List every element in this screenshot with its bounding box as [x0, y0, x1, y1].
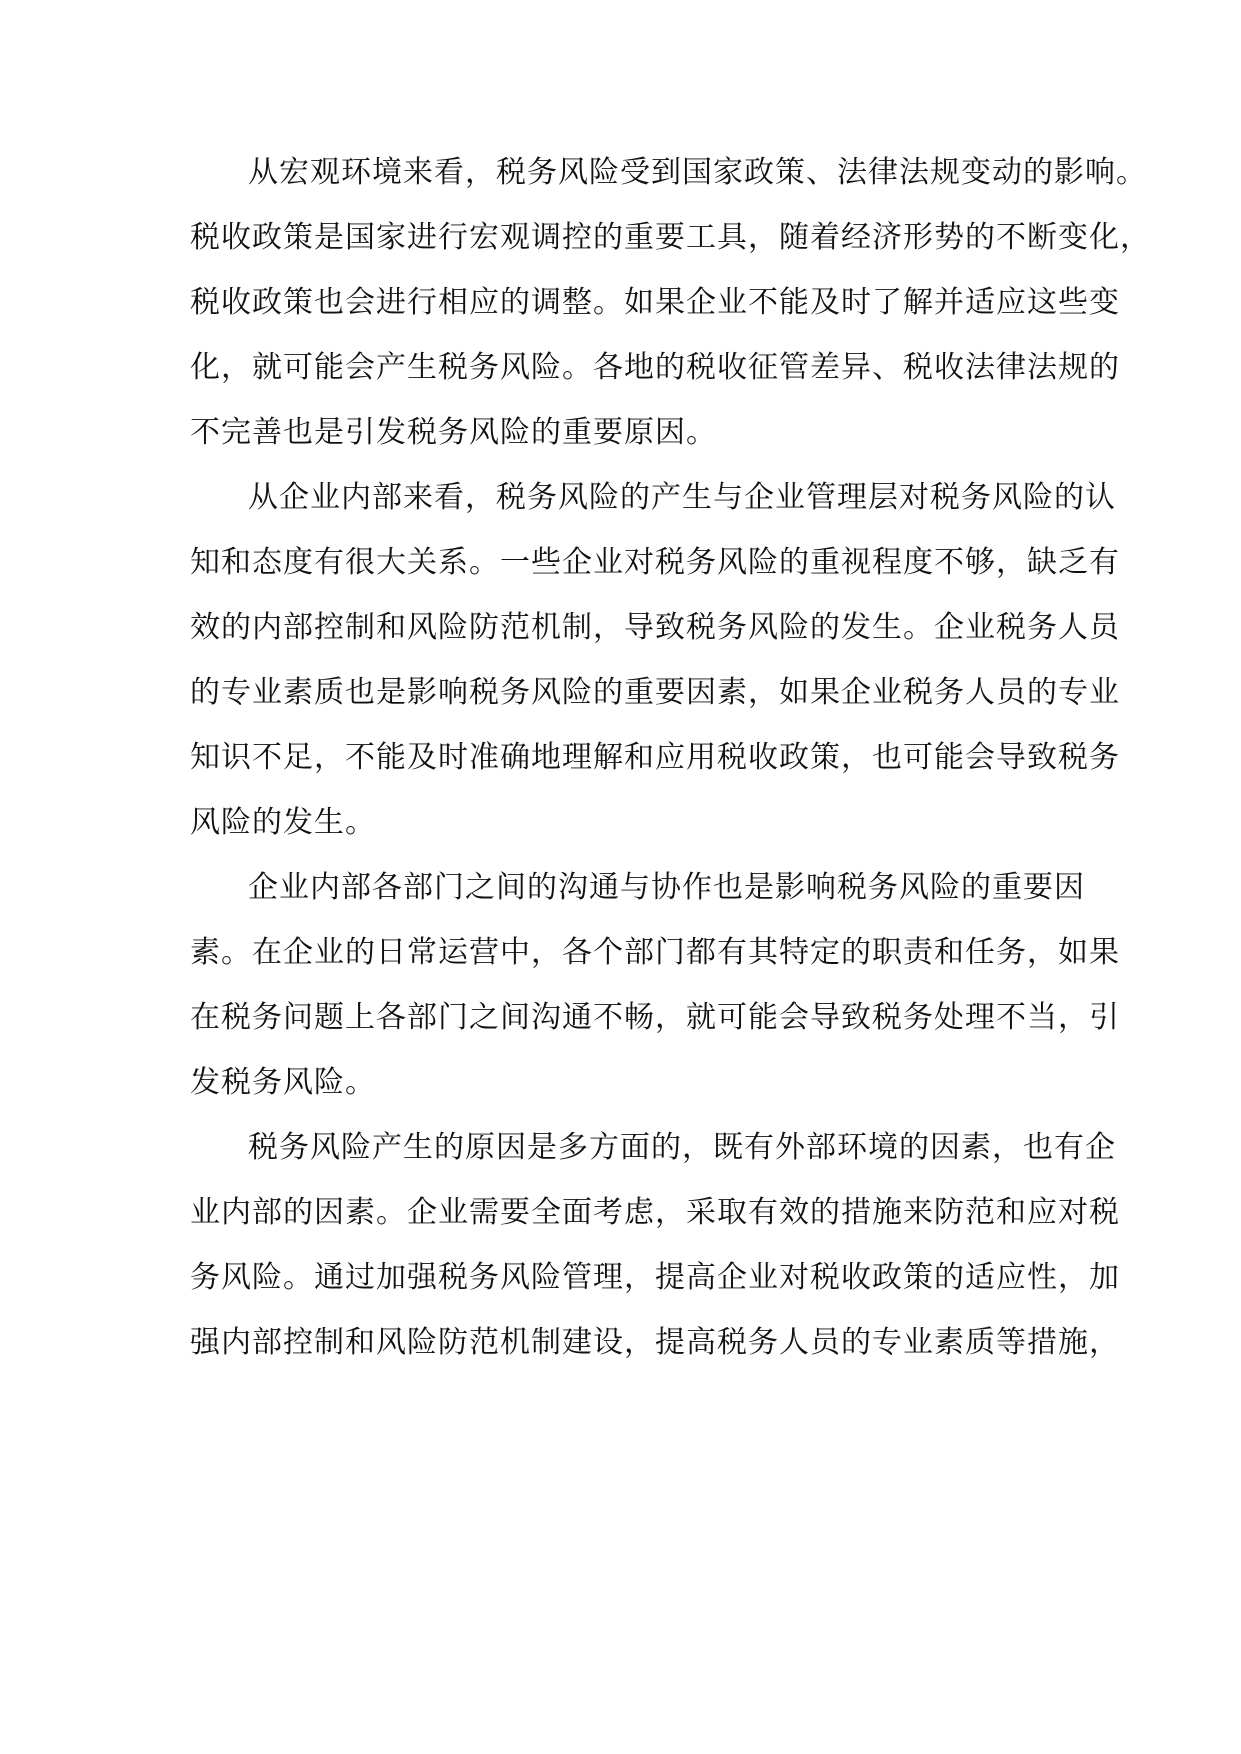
text-line: 的专业素质也是影响税务风险的重要因素，如果企业税务人员的专业: [190, 675, 1120, 710]
document-body: [190, 140, 1151, 1375]
text-line: 知和态度有很大关系。一些企业对税务风险的重视程度不够，缺乏有: [190, 545, 1120, 580]
text-line: 不完善也是引发税务风险的重要原因。: [190, 415, 717, 450]
text-line: 从企业内部来看，税务风险的产生与企业管理层对税务风险的认: [248, 480, 1116, 515]
text-line: 务风险。通过加强税务风险管理，提高企业对税收政策的适应性，加: [190, 1260, 1120, 1295]
text-line: 风险的发生。: [190, 805, 376, 840]
paragraph-macro-environment: [190, 140, 1151, 465]
text-line: 税收政策是国家进行宏观调控的重要工具，随着经济形势的不断变化，: [190, 220, 1151, 255]
text-line: 发税务风险。: [190, 1065, 376, 1100]
text-line: 业内部的因素。企业需要全面考虑，采取有效的措施来防范和应对税: [190, 1195, 1120, 1230]
text-line: 效的内部控制和风险防范机制，导致税务风险的发生。企业税务人员: [190, 610, 1120, 645]
paragraph-summary: [190, 1115, 1120, 1375]
text-line: 税收政策也会进行相应的调整。如果企业不能及时了解并适应这些变: [190, 285, 1120, 320]
text-line: 税务风险产生的原因是多方面的，既有外部环境的因素，也有企: [248, 1130, 1116, 1165]
text-line: 企业内部各部门之间的沟通与协作也是影响税务风险的重要因: [248, 870, 1085, 905]
text-line: 在税务问题上各部门之间沟通不畅，就可能会导致税务处理不当，引: [190, 1000, 1120, 1035]
text-line: 化，就可能会产生税务风险。各地的税收征管差异、税收法律法规的: [190, 350, 1120, 385]
text-line: 强内部控制和风险防范机制建设，提高税务人员的专业素质等措施，: [190, 1325, 1120, 1360]
text-line: 素。在企业的日常运营中，各个部门都有其特定的职责和任务，如果: [190, 935, 1120, 970]
text-line: 知识不足，不能及时准确地理解和应用税收政策，也可能会导致税务: [190, 740, 1120, 775]
paragraph-department-communication: [190, 855, 1120, 1115]
paragraph-internal-factors: [190, 465, 1120, 855]
text-line: 从宏观环境来看，税务风险受到国家政策、法律法规变动的影响。: [248, 155, 1147, 190]
